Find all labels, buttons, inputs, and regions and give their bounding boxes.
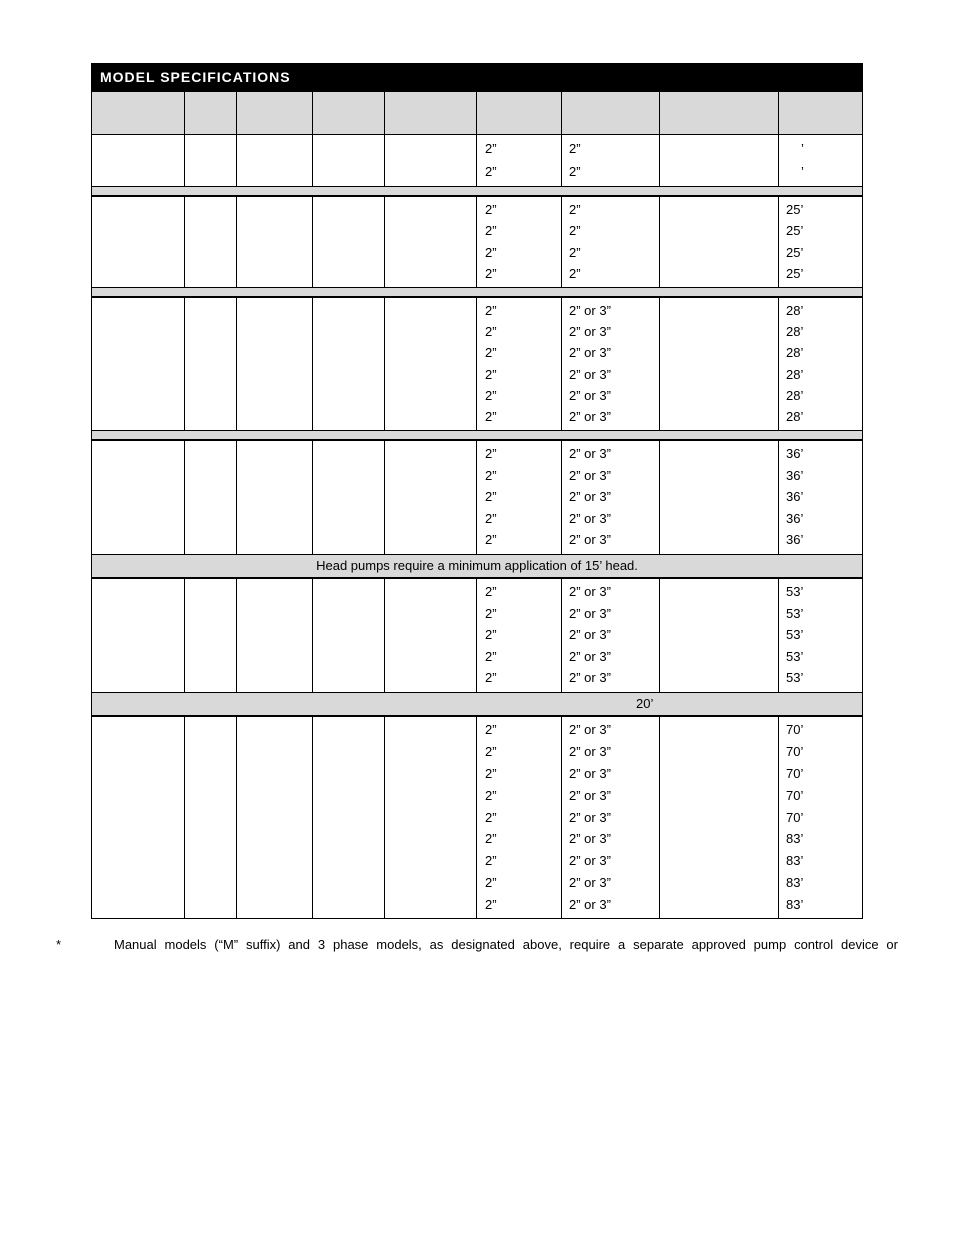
- table-column-line: [236, 135, 237, 186]
- discharge-size-cell: 2”: [485, 809, 497, 825]
- discharge-size-cell: 2”: [485, 765, 497, 781]
- table-column-line: [236, 716, 237, 918]
- discharge-size-cell: 2”: [485, 489, 497, 505]
- discharge-size-cell: 2”: [485, 324, 497, 340]
- group-note: [91, 692, 863, 716]
- discharge-size-cell: 2”: [485, 722, 497, 737]
- table-column-line: [312, 91, 313, 134]
- head-value-cell: 28’: [786, 303, 804, 318]
- table-column-line: [312, 196, 313, 287]
- head-value-cell: ’: [801, 141, 804, 156]
- footnote-marker: *: [56, 937, 62, 952]
- pipe-size-cell: 2” or 3”: [569, 853, 611, 869]
- table-outer-vline: [91, 91, 92, 919]
- pipe-size-cell: 2” or 3”: [569, 875, 611, 891]
- discharge-size-cell: 2”: [485, 223, 497, 239]
- table-column-line: [778, 91, 779, 134]
- table-column-line: [184, 716, 185, 918]
- head-value-cell: 25’: [786, 202, 804, 217]
- pipe-size-cell: 2” or 3”: [569, 489, 611, 505]
- discharge-size-cell: 2”: [485, 467, 497, 483]
- group-separator: [91, 430, 863, 440]
- table-hline: [91, 918, 863, 919]
- table-column-line: [384, 297, 385, 430]
- pipe-size-cell: 2” or 3”: [569, 831, 611, 847]
- table-column-line: [659, 297, 660, 430]
- pipe-size-cell: 2” or 3”: [569, 584, 611, 599]
- pipe-size-cell: 2” or 3”: [569, 387, 611, 403]
- table-hline: [91, 196, 863, 197]
- head-value-cell: 36’: [786, 446, 804, 461]
- table-column-line: [561, 135, 562, 186]
- head-value-cell: 28’: [786, 387, 804, 403]
- discharge-size-cell: 2”: [485, 408, 497, 424]
- head-value-cell: 36’: [786, 532, 804, 548]
- table-column-line: [778, 297, 779, 430]
- table-column-line: [236, 196, 237, 287]
- pipe-size-cell: 2”: [569, 265, 581, 281]
- pipe-size-cell: 2”: [569, 141, 581, 156]
- head-value-cell: ’: [801, 163, 804, 179]
- head-value-cell: 70’: [786, 765, 804, 781]
- pipe-size-cell: 2” or 3”: [569, 510, 611, 526]
- head-pumps-note: Head pumps require a minimum application of 15’ head.: [91, 554, 863, 578]
- discharge-size-cell: 2”: [485, 244, 497, 260]
- table-column-line: [561, 91, 562, 134]
- table-column-line: [476, 91, 477, 134]
- table-header-row: [91, 91, 863, 134]
- pipe-size-cell: 2”: [569, 244, 581, 260]
- pipe-size-cell: 2”: [569, 202, 581, 217]
- pipe-size-cell: 2” or 3”: [569, 722, 611, 737]
- head-value-cell: 53’: [786, 627, 804, 643]
- table-column-line: [312, 440, 313, 554]
- head-value-cell: 53’: [786, 648, 804, 664]
- discharge-size-cell: 2”: [485, 202, 497, 217]
- table-column-line: [312, 297, 313, 430]
- discharge-size-cell: 2”: [485, 163, 497, 179]
- discharge-size-cell: 2”: [485, 743, 497, 759]
- discharge-size-cell: 2”: [485, 584, 497, 599]
- table-hline: [91, 692, 863, 693]
- discharge-size-cell: 2”: [485, 670, 497, 686]
- footnote-text: Manual models (“M” suffix) and 3 phase models, as designated above, require a separate approved pump control device or: [114, 937, 898, 952]
- table-hline: [91, 578, 863, 579]
- table-column-line: [312, 716, 313, 918]
- table-column-line: [778, 578, 779, 692]
- pipe-size-cell: 2” or 3”: [569, 787, 611, 803]
- table-column-line: [184, 578, 185, 692]
- head-value-cell: 28’: [786, 345, 804, 361]
- pipe-size-cell: 2” or 3”: [569, 897, 611, 913]
- pipe-size-cell: 2” or 3”: [569, 408, 611, 424]
- pipe-size-cell: 2” or 3”: [569, 303, 611, 318]
- table-column-line: [312, 135, 313, 186]
- table-column-line: [476, 716, 477, 918]
- pipe-size-cell: 2” or 3”: [569, 446, 611, 461]
- pipe-size-cell: 2” or 3”: [569, 670, 611, 686]
- head-value-cell: 36’: [786, 467, 804, 483]
- table-column-line: [384, 135, 385, 186]
- table-hline: [91, 287, 863, 288]
- pipe-size-cell: 2” or 3”: [569, 648, 611, 664]
- discharge-size-cell: 2”: [485, 648, 497, 664]
- discharge-size-cell: 2”: [485, 532, 497, 548]
- table-column-line: [659, 578, 660, 692]
- pipe-size-cell: 2” or 3”: [569, 532, 611, 548]
- head-value-cell: 36’: [786, 489, 804, 505]
- table-column-line: [236, 578, 237, 692]
- table-column-line: [476, 196, 477, 287]
- table-column-line: [659, 91, 660, 134]
- head-value-cell: 36’: [786, 510, 804, 526]
- pipe-size-cell: 2” or 3”: [569, 467, 611, 483]
- table-column-line: [561, 196, 562, 287]
- discharge-size-cell: 2”: [485, 853, 497, 869]
- head-value-cell: 25’: [786, 244, 804, 260]
- head-value-cell: 53’: [786, 670, 804, 686]
- discharge-size-cell: 2”: [485, 897, 497, 913]
- head-value-cell: 70’: [786, 722, 804, 737]
- table-column-line: [384, 578, 385, 692]
- pipe-size-cell: 2” or 3”: [569, 743, 611, 759]
- head-value-cell: 83’: [786, 875, 804, 891]
- table-title: MODEL SPECIFICATIONS: [91, 63, 863, 91]
- table-column-line: [236, 297, 237, 430]
- discharge-size-cell: 2”: [485, 510, 497, 526]
- table-outer-vline: [862, 91, 863, 919]
- table-hline: [91, 440, 863, 441]
- table-column-line: [659, 135, 660, 186]
- discharge-size-cell: 2”: [485, 345, 497, 361]
- pipe-size-cell: 2” or 3”: [569, 605, 611, 621]
- head-value-cell: 25’: [786, 265, 804, 281]
- table-column-line: [184, 196, 185, 287]
- table-column-line: [659, 196, 660, 287]
- table-column-line: [236, 91, 237, 134]
- pipe-size-cell: 2” or 3”: [569, 627, 611, 643]
- head-value-cell: 83’: [786, 831, 804, 847]
- head-value-cell: 83’: [786, 897, 804, 913]
- head-value-cell: 70’: [786, 743, 804, 759]
- table-column-line: [312, 578, 313, 692]
- table-hline: [91, 186, 863, 187]
- table-hline: [91, 430, 863, 431]
- discharge-size-cell: 2”: [485, 265, 497, 281]
- discharge-size-cell: 2”: [485, 627, 497, 643]
- table-column-line: [778, 135, 779, 186]
- discharge-size-cell: 2”: [485, 387, 497, 403]
- group-note-text: 20’: [636, 696, 654, 711]
- table-column-line: [384, 716, 385, 918]
- pipe-size-cell: 2” or 3”: [569, 765, 611, 781]
- head-value-cell: 53’: [786, 584, 804, 599]
- discharge-size-cell: 2”: [485, 446, 497, 461]
- table-hline: [91, 91, 863, 92]
- pipe-size-cell: 2”: [569, 163, 581, 179]
- head-value-cell: 28’: [786, 366, 804, 382]
- discharge-size-cell: 2”: [485, 605, 497, 621]
- table-column-line: [561, 440, 562, 554]
- pipe-size-cell: 2” or 3”: [569, 324, 611, 340]
- table-column-line: [384, 440, 385, 554]
- discharge-size-cell: 2”: [485, 875, 497, 891]
- pipe-size-cell: 2” or 3”: [569, 345, 611, 361]
- table-column-line: [561, 578, 562, 692]
- discharge-size-cell: 2”: [485, 787, 497, 803]
- head-value-cell: 28’: [786, 324, 804, 340]
- table-column-line: [659, 440, 660, 554]
- pipe-size-cell: 2” or 3”: [569, 366, 611, 382]
- table-column-line: [778, 716, 779, 918]
- table-column-line: [384, 196, 385, 287]
- table-column-line: [561, 297, 562, 430]
- table-column-line: [184, 297, 185, 430]
- table-column-line: [184, 91, 185, 134]
- table-column-line: [476, 578, 477, 692]
- table-column-line: [184, 135, 185, 186]
- discharge-size-cell: 2”: [485, 303, 497, 318]
- pipe-size-cell: 2” or 3”: [569, 809, 611, 825]
- group-separator: [91, 186, 863, 196]
- table-hline: [91, 297, 863, 298]
- pipe-size-cell: 2”: [569, 223, 581, 239]
- table-hline: [91, 554, 863, 555]
- discharge-size-cell: 2”: [485, 831, 497, 847]
- discharge-size-cell: 2”: [485, 366, 497, 382]
- table-hline: [91, 716, 863, 717]
- table-column-line: [778, 440, 779, 554]
- table-hline: [91, 134, 863, 135]
- table-column-line: [384, 91, 385, 134]
- head-value-cell: 83’: [786, 853, 804, 869]
- head-value-cell: 70’: [786, 787, 804, 803]
- head-value-cell: 25’: [786, 223, 804, 239]
- table-column-line: [561, 716, 562, 918]
- table-column-line: [659, 716, 660, 918]
- table-column-line: [778, 196, 779, 287]
- discharge-size-cell: 2”: [485, 141, 497, 156]
- table-column-line: [476, 135, 477, 186]
- table-column-line: [476, 297, 477, 430]
- group-separator: [91, 287, 863, 297]
- table-column-line: [236, 440, 237, 554]
- head-value-cell: 28’: [786, 408, 804, 424]
- head-value-cell: 70’: [786, 809, 804, 825]
- table-column-line: [184, 440, 185, 554]
- table-hline: [91, 63, 863, 64]
- head-value-cell: 53’: [786, 605, 804, 621]
- table-column-line: [476, 440, 477, 554]
